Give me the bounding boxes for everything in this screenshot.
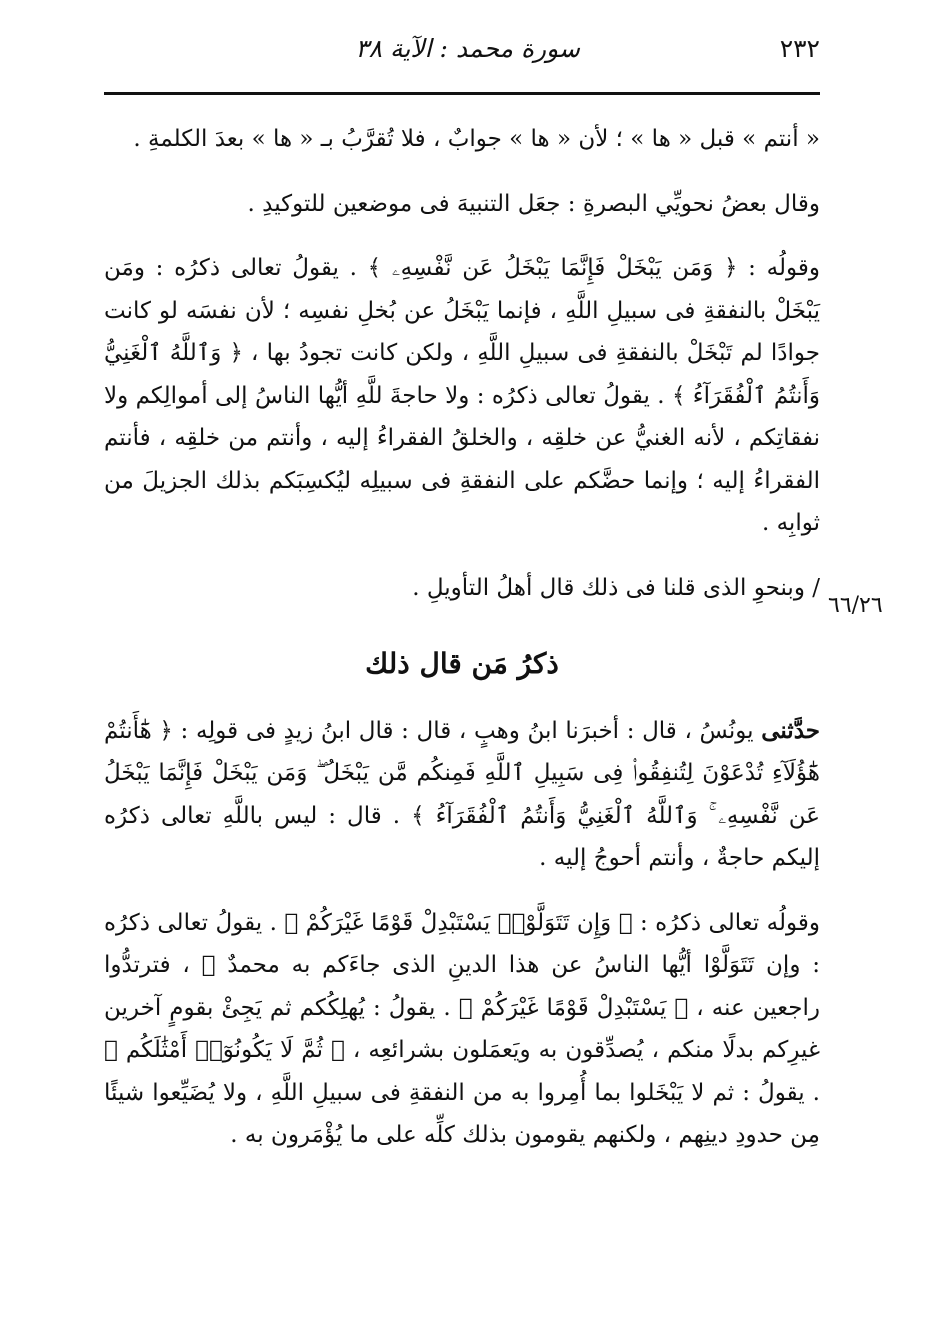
narration-text: يونُسُ ، قال : أخبرَنا ابنُ وهبٍ ، قال : قال ابنُ زيدٍ فى قولِه : ﴿ هَٰٓأَنتُمْ هَٰٓؤُلَآءِ تُدْعَوْنَ لِتُنفِقُوا۟ فِى سَبِيلِ ٱللَّهِ فَمِنكُم مَّن يَبْخَلُ ۖ وَمَن يَبْخَلْ فَإِنَّمَا يَبْخَلُ عَن نَّفْسِهِۦ ۚ وَٱللَّهُ ٱلْغَنِيُّ وَأَنتُمُ ٱلْفُقَرَآءُ ﴾ . قال : ليس باللَّهِ تعالى ذكرُه إليكم حاجةٌ ، وأنتم أحوجُ إليه . (104, 717, 820, 871)
paragraph: وقولُه تعالى ذكرُه : ﴿ وَإِن تَتَوَلَّوْا۟ يَسْتَبْدِلْ قَوْمًا غَيْرَكُمْ ﴾ . يقولُ تعالى ذكرُه : وإن تَتَوَلَّوْا أيُّها الناسُ عن هذا الدينِ الذى جاءَكم به محمدٌ ﷺ ، فترتدُّوا راجعين عنه ، ﴿ يَسْتَبْدِلْ قَوْمًا غَيْرَكُمْ ﴾ . يقولُ : يُهلِكُكم ثم يَجِئْ بقومٍ آخرين غيرِكم بدلًا منكم ، يُصدِّقون به ويَعمَلون بشرائعِه ، ﴿ ثُمَّ لَا يَكُونُوٓا۟ أَمْثَٰلَكُم ﴾ . يقولُ : ثم لا يَبْخَلوا بما أُمِروا به من النفقةِ فى سبيلِ اللَّهِ ، ولا يُضَيِّعوا شيئًا مِن حدودِ دينِهم ، ولكنهم يقومون بذلك كلِّه على ما يُؤْمَرون به . (104, 909, 820, 1148)
paragraph: وقال بعضُ نحويِّي البصرةِ : جعَل التنبيهَ فى موضعين للتوكيدِ . (247, 190, 820, 217)
section-heading: ذكرُ مَن قال ذلك (365, 647, 559, 680)
header-rule (104, 92, 820, 95)
running-title: سورة محمد : الآية ٣٨ (355, 34, 580, 63)
page-header (104, 34, 820, 78)
paragraph: « أنتم » قبل « ها » ؛ لأن « ها » جوابٌ ، فلا تُقرَّبُ بـ « ها » بعدَ الكلمةِ . (133, 126, 820, 152)
narration-lead: حدَّثنى (761, 716, 820, 744)
paragraph: وقولُه : ﴿ وَمَن يَبْخَلْ فَإِنَّمَا يَبْخَلُ عَن نَّفْسِهِۦ ﴾ . يقولُ تعالى ذكرُه : ومَن يَبْخَلْ بالنفقةِ فى سبيلِ اللَّهِ ، فإنما يَبْخَلُ عن بُخلِ نفسِه ؛ لأن نفسَه لو كانت جوادًا لم تَبْخَلْ بالنفقةِ فى سبيلِ اللَّهِ ، ولكن كانت تجودُ بها ، ﴿ وَٱللَّهُ ٱلْغَنِيُّ وَأَنتُمُ ٱلْفُقَرَآءُ ﴾ . يقولُ تعالى ذكرُه : ولا حاجةَ للَّهِ أيُّها الناسُ إلى أموالِكم ولا نفقاتِكم ، لأنه الغنيُّ عن خلقِه ، والخلقُ الفقراءُ إليه ، وأنتم من خلقِه ، فأنتم الفقراءُ إليه ؛ وإنما حضَّكم على النفقةِ فى سبيلِه ليُكسِبَكم بذلك الجزيلَ من ثوابِه . (104, 255, 820, 536)
page-body (104, 118, 820, 1157)
margin-reference: ٦٦/٢٦ (828, 593, 883, 618)
paragraph (104, 710, 820, 880)
paragraph: / وبنحوِ الذى قلنا فى ذلك قال أهلُ التأويلِ . (412, 574, 820, 601)
page-number: ٢٣٢ (779, 34, 820, 63)
